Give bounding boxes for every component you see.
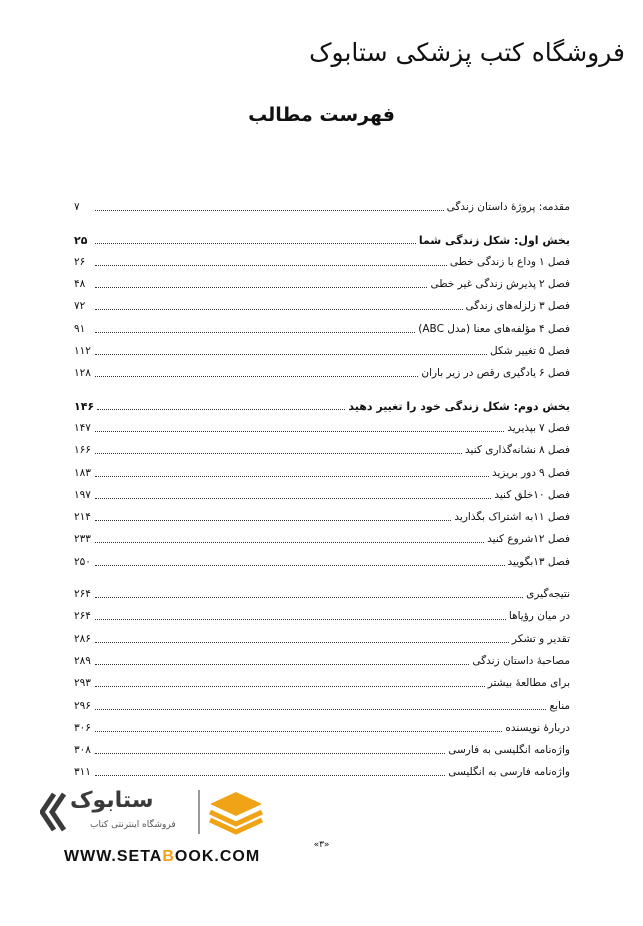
toc-entry-label: [549, 700, 570, 713]
toc-entry-title: بخش اول: شکل زندگی شما: [418, 233, 570, 247]
toc-entry-label: [465, 444, 570, 457]
toc-leader-dots: [95, 565, 505, 566]
toc-row: [74, 668, 570, 690]
toc-leader-dots: [95, 642, 509, 643]
toc-leader-dots: [97, 409, 345, 410]
toc-entry-title: یادگیری رقص در زیر باران: [421, 367, 536, 380]
toc-page-number: ۲۹۶: [74, 699, 91, 712]
toc-leader-dots: [95, 619, 506, 620]
toc-page-number: ۹۱: [74, 322, 86, 335]
store-header: فروشگاه کتب پزشکی ستابوک: [309, 38, 625, 67]
toc-row: [74, 269, 570, 291]
toc-row: [74, 546, 570, 568]
toc-chapter-number: فصل ۲: [538, 278, 570, 291]
logo-text: ستابوک: [70, 788, 154, 813]
toc-leader-dots: [95, 597, 523, 598]
toc-leader-dots: [95, 354, 487, 355]
toc-row: [74, 390, 570, 412]
toc-entry-title: بخش دوم: شکل زندگی خود را تغییر دهید: [348, 399, 570, 413]
page-number: «۳»: [313, 840, 330, 850]
toc-row: [74, 291, 570, 313]
toc-page-number: ۱۹۷: [74, 488, 91, 501]
toc-entry-title: دربارۀ نویسنده: [505, 721, 570, 734]
toc-entry-title: شروع کنید: [487, 533, 534, 546]
toc-page-number: ۱۴۷: [74, 421, 91, 434]
toc-row: [74, 735, 570, 757]
toc-entry-title: نشانه‌گذاری کنید: [465, 444, 536, 457]
toc-row: [74, 502, 570, 524]
toc-page-number: ۲۵۰: [74, 555, 91, 568]
toc-row: [74, 601, 570, 623]
toc-leader-dots: [95, 431, 504, 432]
table-of-contents: [74, 192, 570, 779]
toc-page-number: ۷: [74, 201, 80, 214]
toc-entry-title: زلزله‌های زندگی: [465, 300, 536, 313]
toc-entry-label: [466, 300, 570, 313]
toc-entry-title: مصاحبۀ داستان زندگی: [472, 654, 570, 667]
toc-chapter-number: فصل ۴: [538, 322, 570, 335]
toc-page-number: ۷۲: [74, 300, 86, 313]
toc-entry-label: [512, 633, 570, 646]
toc-entry-label: [348, 400, 570, 413]
url-suffix: OOK.COM: [174, 848, 261, 865]
toc-entry-title: نتیجه‌گیری: [526, 588, 570, 601]
toc-chapter-number: فصل ۵: [538, 345, 570, 358]
toc-entry-label: [419, 234, 570, 247]
toc-entry-label: [454, 511, 570, 524]
page-title: فهرست مطالب: [248, 104, 395, 126]
toc-leader-dots: [95, 476, 489, 477]
toc-row: [74, 247, 570, 269]
toc-page-number: ۲۶۴: [74, 588, 91, 601]
toc-entry-label: [418, 323, 570, 336]
toc-leader-dots: [95, 243, 416, 244]
toc-entry-title: مقدمه: پروژۀ داستان زندگی: [446, 201, 570, 214]
toc-entry-label: [508, 556, 570, 569]
toc-entry-title: واژه‌نامه فارسی به انگلیسی: [448, 766, 570, 779]
toc-entry-title: بپذیرید: [507, 421, 536, 434]
toc-entry-label: [507, 422, 570, 435]
toc-entry-title: تغییر شکل: [489, 345, 536, 358]
toc-leader-dots: [95, 453, 462, 454]
toc-page-number: ۲۸۶: [74, 632, 91, 645]
toc-page-number: ۳۰۸: [74, 744, 91, 757]
toc-row: [74, 435, 570, 457]
toc-page-number: ۱۴۶: [74, 399, 95, 413]
toc-leader-dots: [95, 309, 463, 310]
toc-entry-title: به اشتراک بگذارید: [454, 511, 534, 524]
toc-leader-dots: [95, 775, 445, 776]
toc-chapter-number: فصل ۱۳: [533, 555, 570, 568]
toc-entry-label: [494, 489, 570, 502]
toc-page-number: ۱۸۳: [74, 466, 91, 479]
toc-page-number: ۴۸: [74, 278, 86, 291]
toc-row: [74, 192, 570, 214]
toc-row: [74, 480, 570, 502]
toc-entry-label: [448, 766, 570, 779]
logo-divider: [198, 790, 200, 834]
toc-page-number: ۲۹۳: [74, 677, 91, 690]
toc-row: [74, 757, 570, 779]
toc-entry-title: در میان رؤیاها: [508, 610, 570, 623]
toc-page-number: ۳۰۶: [74, 721, 91, 734]
toc-chapter-number: فصل ۹: [538, 466, 570, 479]
toc-page-number: ۱۲۸: [74, 367, 91, 380]
toc-entry-label: [487, 533, 570, 546]
toc-entry-title: مؤلفه‌های معنا (مدل ABC): [418, 322, 536, 335]
toc-page-number: ۲۸۹: [74, 654, 91, 667]
toc-page-number: ۲۶: [74, 255, 86, 268]
toc-row: [74, 457, 570, 479]
toc-entry-title: پذیرش زندگی غیر خطی: [430, 278, 536, 291]
toc-leader-dots: [95, 731, 502, 732]
toc-page-number: ۲۵: [74, 233, 88, 247]
toc-entry-title: واژه‌نامه انگلیسی به فارسی: [448, 744, 570, 757]
toc-entry-label: [448, 744, 570, 757]
logo-subtitle: فروشگاه اینترنتی کتاب: [90, 820, 176, 830]
toc-leader-dots: [95, 686, 485, 687]
toc-leader-dots: [95, 542, 484, 543]
toc-leader-dots: [95, 664, 469, 665]
toc-leader-dots: [95, 709, 546, 710]
toc-row: [74, 224, 570, 246]
toc-row: [74, 524, 570, 546]
toc-entry-title: وداع با زندگی خطی: [449, 255, 536, 268]
toc-leader-dots: [95, 332, 415, 333]
toc-row: [74, 336, 570, 358]
toc-leader-dots: [95, 376, 418, 377]
toc-chapter-number: فصل ۷: [538, 421, 570, 434]
toc-chapter-number: فصل ۸: [538, 444, 570, 457]
toc-page-number: ۲۶۴: [74, 610, 91, 623]
toc-row: [74, 690, 570, 712]
toc-page-number: ۲۱۴: [74, 511, 91, 524]
toc-entry-label: [526, 588, 570, 601]
toc-chapter-number: فصل ۱: [538, 255, 570, 268]
toc-leader-dots: [95, 753, 445, 754]
toc-leader-dots: [95, 265, 447, 266]
toc-leader-dots: [95, 520, 451, 521]
toc-entry-title: منابع: [549, 699, 570, 712]
toc-chapter-number: فصل ۳: [538, 300, 570, 313]
toc-row: [74, 579, 570, 601]
toc-entry-label: [450, 256, 570, 269]
toc-chapter-number: فصل ۶: [538, 367, 570, 380]
toc-page-number: ۳۱۱: [74, 766, 91, 779]
toc-row: [74, 713, 570, 735]
toc-entry-label: [509, 610, 570, 623]
toc-entry-title: خلق کنید: [494, 488, 534, 501]
toc-page-number: ۲۳۳: [74, 533, 91, 546]
url-accent: B: [162, 848, 175, 865]
toc-entry-label: [472, 655, 570, 668]
toc-entry-label: [490, 345, 570, 358]
toc-entry-label: [447, 201, 570, 214]
toc-entry-label: [505, 722, 570, 735]
toc-entry-label: [421, 367, 570, 380]
url-prefix: WWW.SETA: [64, 848, 163, 865]
toc-row: [74, 646, 570, 668]
toc-entry-title: تقدیر و تشکر: [511, 632, 570, 645]
toc-entry-label: [430, 278, 570, 291]
toc-entry-label: [492, 467, 570, 480]
toc-leader-dots: [95, 210, 444, 211]
toc-page-number: ۱۶۶: [74, 444, 91, 457]
toc-chapter-number: فصل ۱۲: [533, 533, 570, 546]
website-url: [64, 848, 260, 866]
toc-leader-dots: [95, 498, 491, 499]
toc-entry-label: [488, 677, 570, 690]
toc-chapter-number: فصل ۱۰: [533, 488, 570, 501]
toc-chapter-number: فصل ۱۱: [533, 511, 570, 524]
toc-row: [74, 313, 570, 335]
toc-entry-title: دور بریزید: [491, 466, 536, 479]
toc-row: [74, 358, 570, 380]
toc-row: [74, 413, 570, 435]
toc-entry-title: بگویید: [507, 555, 534, 568]
toc-page-number: ۱۱۲: [74, 345, 91, 358]
toc-entry-title: برای مطالعۀ بیشتر: [487, 677, 570, 690]
toc-leader-dots: [95, 287, 427, 288]
toc-row: [74, 623, 570, 645]
